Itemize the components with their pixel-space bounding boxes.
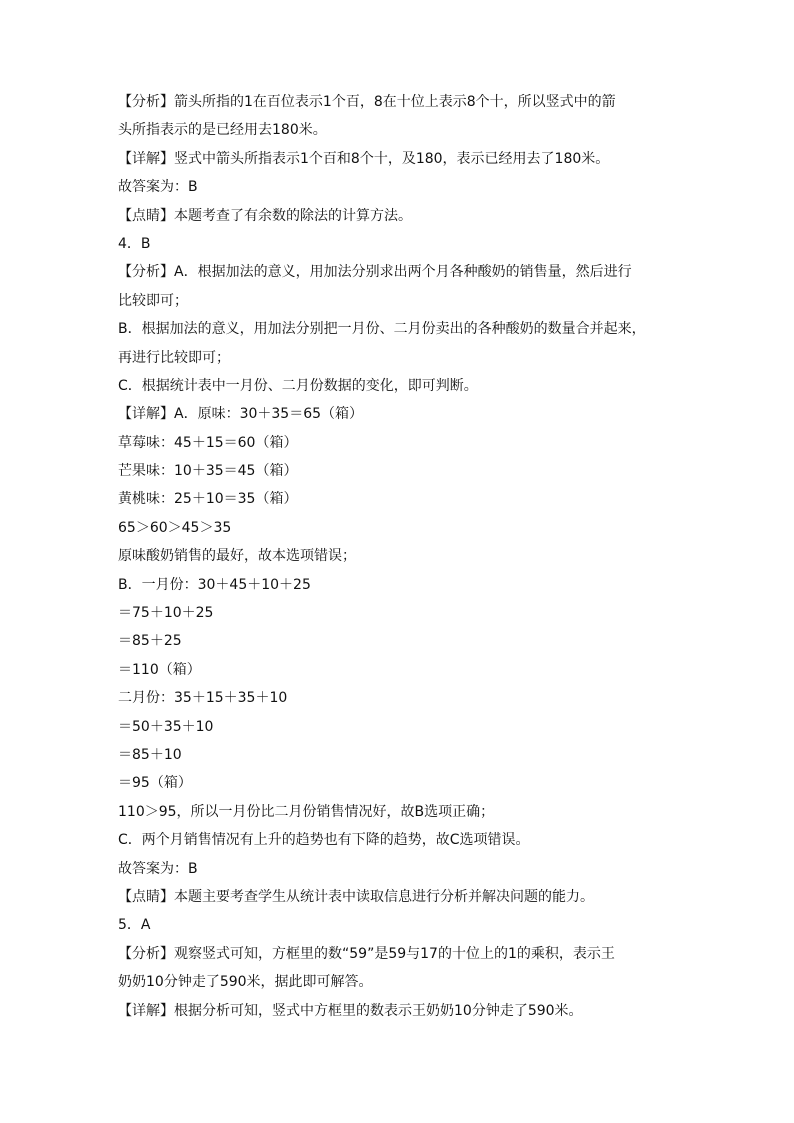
text-line: 【详解】A．原味：30＋35＝65（箱） (118, 406, 364, 423)
text-line: 再进行比较即可； (118, 349, 230, 366)
text-line: C．根据统计表中一月份、二月份数据的变化，即可判断。 (118, 377, 478, 394)
text-line: 芒果味：10＋35＝45（箱） (118, 463, 298, 480)
text-line: 二月份：35＋15＋35＋10 (118, 690, 288, 707)
text-line: 【分析】A．根据加法的意义，用加法分别求出两个月各种酸奶的销售量，然后进行 (118, 264, 632, 281)
text-line: 故答案为：B (118, 179, 198, 196)
text-line: ＝85＋25 (118, 633, 182, 650)
question-number: 4．B (118, 235, 151, 252)
text-line: B．根据加法的意义，用加法分别把一月份、二月份卖出的各种酸奶的数量合并起来， (118, 321, 646, 338)
text-line: 草莓味：45＋15＝60（箱） (118, 434, 298, 451)
text-line: 【分析】箭头所指的1在百位表示1个百，8在十位上表示8个十，所以竖式中的箭 (118, 94, 616, 110)
text-line: ＝75＋10＋25 (118, 605, 214, 622)
text-line: 【点睛】本题考查了有余数的除法的计算方法。 (118, 207, 412, 224)
document-page (118, 88, 688, 1025)
text-line: 【点睛】本题主要考查学生从统计表中读取信息进行分析并解决问题的能力。 (118, 888, 594, 905)
text-line: 奶奶10分钟走了590米，据此即可解答。 (118, 974, 373, 991)
text-line: ＝95（箱） (118, 775, 192, 792)
text-line: ＝50＋35＋10 (118, 718, 214, 735)
text-line: 【详解】竖式中箭头所指表示1个百和8个十，及180，表示已经用去了180米。 (118, 150, 610, 167)
text-line: ＝110（箱） (118, 661, 201, 678)
text-line: 黄桃味：25＋10＝35（箱） (118, 491, 298, 508)
text-line: 头所指表示的是已经用去180米。 (118, 122, 327, 139)
text-line: 比较即可； (118, 292, 188, 309)
text-line: B．一月份：30＋45＋10＋25 (118, 576, 311, 593)
text-line: C．两个月销售情况有上升的趋势也有下降的趋势，故C选项错误。 (118, 832, 530, 849)
text-line: 110＞95，所以一月份比二月份销售情况好，故B选项正确； (118, 803, 495, 820)
text-line: 【详解】根据分析可知，竖式中方框里的数表示王奶奶10分钟走了590米。 (118, 1002, 583, 1019)
text-line: 65＞60＞45＞35 (118, 519, 232, 536)
text-line: ＝85＋10 (118, 746, 182, 763)
text-line: 原味酸奶销售的最好，故本选项错误； (118, 548, 356, 565)
question-number: 5．A (118, 917, 151, 934)
text-line: 故答案为：B (118, 860, 198, 877)
text-line: 【分析】观察竖式可知，方框里的数“59”是59与17的十位上的1的乘积，表示王 (118, 945, 615, 962)
